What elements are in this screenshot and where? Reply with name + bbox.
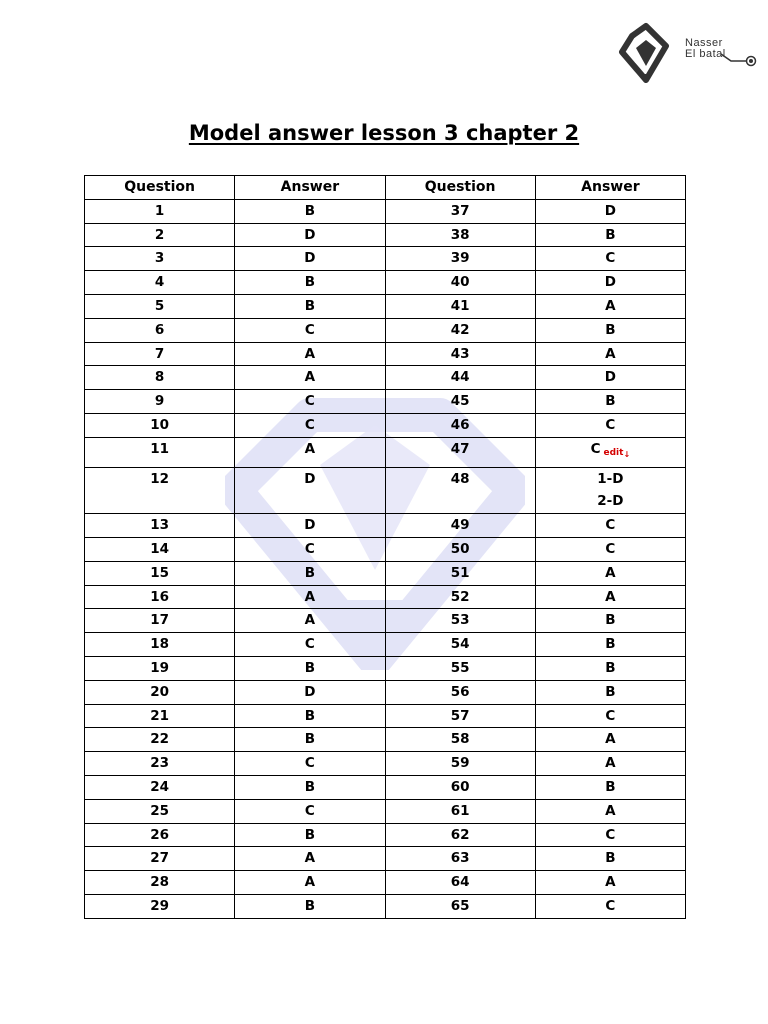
cell-text: 40 — [450, 274, 470, 291]
question-number-cell — [385, 342, 535, 366]
cell-text: D — [604, 202, 616, 219]
cell-text: C — [304, 755, 315, 772]
cell-text: 54 — [450, 636, 470, 653]
cell-text: 64 — [450, 874, 470, 891]
cell-text: 50 — [450, 540, 470, 557]
cell-text: 17 — [150, 612, 170, 629]
table-row — [85, 847, 686, 871]
cell-text: 22 — [150, 731, 170, 748]
table-row — [85, 585, 686, 609]
answer-cell — [235, 271, 385, 295]
cell-text: 58 — [450, 731, 470, 748]
cell-text: 6 — [154, 321, 165, 338]
question-number-cell — [85, 390, 235, 414]
question-number-cell — [85, 728, 235, 752]
answer-cell — [235, 342, 385, 366]
cell-text: 16 — [150, 588, 170, 605]
cell-text: B — [605, 393, 616, 410]
answer-cell — [535, 537, 685, 561]
answer-cell — [535, 514, 685, 538]
table-row — [85, 318, 686, 342]
answer-cell — [535, 752, 685, 776]
answer-cell — [535, 561, 685, 585]
table-row — [85, 561, 686, 585]
cell-text: B — [605, 778, 616, 795]
cell-text: 24 — [150, 778, 170, 795]
table-row — [85, 823, 686, 847]
answer-cell — [535, 413, 685, 437]
question-number-cell — [85, 294, 235, 318]
answer-cell — [235, 294, 385, 318]
cell-text: 46 — [450, 416, 470, 433]
cell-text: A — [605, 564, 616, 581]
cell-text: 38 — [450, 226, 470, 243]
table-row — [85, 775, 686, 799]
diamond-logo-icon — [618, 22, 688, 88]
table-row — [85, 728, 686, 752]
cell-text: 52 — [450, 588, 470, 605]
question-number-cell — [385, 366, 535, 390]
question-number-cell — [385, 561, 535, 585]
table-row — [85, 704, 686, 728]
cell-text: 62 — [450, 826, 470, 843]
table-row — [85, 609, 686, 633]
cell-text: A — [605, 731, 616, 748]
table-row — [85, 752, 686, 776]
cell-text: B — [605, 659, 616, 676]
cell-text: C — [304, 416, 315, 433]
answers-table-body — [85, 199, 686, 918]
cell-text: D — [304, 683, 316, 700]
answer-cell — [535, 199, 685, 223]
table-row — [85, 537, 686, 561]
cell-text: B — [304, 826, 316, 843]
cell-text: B — [304, 297, 316, 314]
cell-text: 37 — [450, 202, 470, 219]
cell-text: B — [304, 731, 316, 748]
cell-text: 1 — [154, 202, 165, 219]
answers-table — [84, 175, 686, 919]
question-number-cell — [85, 894, 235, 918]
cell-text: 42 — [450, 321, 470, 338]
cell-text: C — [304, 393, 315, 410]
cell-text: 14 — [150, 540, 170, 557]
cell-text: 57 — [450, 707, 470, 724]
question-number-cell — [385, 871, 535, 895]
cell-text: D — [304, 250, 316, 267]
table-row — [85, 871, 686, 895]
cell-text: 39 — [450, 250, 470, 267]
question-number-cell — [85, 537, 235, 561]
cell-text: 29 — [150, 897, 170, 914]
table-row — [85, 680, 686, 704]
question-number-cell — [385, 537, 535, 561]
table-row — [85, 894, 686, 918]
cell-text: C — [605, 416, 616, 433]
answer-cell — [235, 894, 385, 918]
question-number-cell — [385, 775, 535, 799]
question-number-cell — [385, 199, 535, 223]
question-number-cell — [85, 437, 235, 467]
cell-text: 19 — [150, 659, 170, 676]
question-number-cell — [385, 223, 535, 247]
cell-text: 20 — [150, 683, 170, 700]
cell-text: B — [304, 897, 316, 914]
cell-text: C — [304, 540, 315, 557]
answer-cell — [535, 318, 685, 342]
question-number-cell — [85, 871, 235, 895]
answer-cell — [535, 609, 685, 633]
cell-text: D — [304, 470, 316, 487]
question-number-cell — [385, 294, 535, 318]
cell-text: 18 — [150, 636, 170, 653]
cell-text: A — [605, 755, 616, 772]
question-number-cell — [85, 318, 235, 342]
answer-cell — [235, 799, 385, 823]
question-number-cell — [85, 561, 235, 585]
question-number-cell — [385, 318, 535, 342]
question-number-cell — [385, 704, 535, 728]
cell-text: 23 — [150, 755, 170, 772]
table-row — [85, 437, 686, 467]
question-number-cell — [85, 704, 235, 728]
question-number-cell — [385, 680, 535, 704]
cell-text: 9 — [154, 393, 165, 410]
page-title: Model answer lesson 3 chapter 2 — [188, 121, 580, 145]
edit-annotation: edit — [603, 447, 624, 458]
answer-cell — [235, 467, 385, 514]
question-number-cell — [85, 271, 235, 295]
answer-cell — [535, 437, 685, 467]
answer-cell — [235, 390, 385, 414]
cell-text: 7 — [154, 345, 165, 362]
question-number-cell — [385, 413, 535, 437]
cell-text: 25 — [150, 802, 170, 819]
cell-text: 3 — [154, 250, 165, 267]
question-number-cell — [385, 894, 535, 918]
answer-cell — [235, 871, 385, 895]
cell-text: 21 — [150, 707, 170, 724]
brand-name-line2: El batal — [685, 48, 726, 60]
cell-text: A — [605, 874, 616, 891]
answer-cell — [235, 318, 385, 342]
answer-cell — [235, 680, 385, 704]
cell-text: 56 — [450, 683, 470, 700]
question-number-cell — [385, 799, 535, 823]
question-number-cell — [385, 633, 535, 657]
answer-cell — [535, 366, 685, 390]
table-row — [85, 633, 686, 657]
question-number-cell — [385, 609, 535, 633]
cell-text: C — [304, 802, 315, 819]
answer-cell — [535, 680, 685, 704]
answer-cell — [235, 656, 385, 680]
answer-cell — [535, 271, 685, 295]
question-number-cell — [85, 633, 235, 657]
answer-cell — [235, 561, 385, 585]
cell-text: C — [605, 250, 616, 267]
answer-cell — [235, 823, 385, 847]
table-row — [85, 390, 686, 414]
cell-text: B — [605, 850, 616, 867]
cell-text: A — [304, 345, 316, 362]
answer-cell — [235, 247, 385, 271]
answer-cell — [235, 704, 385, 728]
answer-sub-line: 2-D — [597, 493, 624, 510]
answer-cell — [535, 247, 685, 271]
cell-text: D — [304, 226, 316, 243]
answer-cell — [535, 823, 685, 847]
answer-cell — [235, 775, 385, 799]
question-number-cell — [85, 585, 235, 609]
question-number-cell — [85, 847, 235, 871]
question-number-cell — [85, 514, 235, 538]
cell-text: C — [605, 707, 616, 724]
cell-text: 11 — [150, 440, 170, 457]
question-number-cell — [85, 823, 235, 847]
cell-text: C — [304, 321, 315, 338]
answer-cell — [235, 585, 385, 609]
cell-text: 49 — [450, 517, 470, 534]
answer-cell — [235, 413, 385, 437]
answer-cell — [235, 633, 385, 657]
question-number-cell — [385, 823, 535, 847]
cell-text: B — [605, 226, 616, 243]
cell-text: 28 — [150, 874, 170, 891]
edit-arrow-icon: ↓ — [623, 449, 631, 459]
question-number-cell — [85, 609, 235, 633]
cell-text: D — [304, 517, 316, 534]
question-number-cell — [85, 656, 235, 680]
answer-cell — [535, 656, 685, 680]
cell-text: B — [605, 612, 616, 629]
cell-text: 53 — [450, 612, 470, 629]
cell-text: 65 — [450, 897, 470, 914]
question-number-cell — [85, 199, 235, 223]
answer-cell — [535, 799, 685, 823]
table-row — [85, 271, 686, 295]
question-number-cell — [85, 799, 235, 823]
cell-text: A — [304, 612, 316, 629]
cell-text: 13 — [150, 517, 170, 534]
cell-text: C — [304, 636, 315, 653]
cell-text: 15 — [150, 564, 170, 581]
cell-text: A — [605, 588, 616, 605]
cell-text: 8 — [154, 369, 165, 386]
question-number-cell — [385, 847, 535, 871]
cell-text: C — [605, 897, 616, 914]
cell-text: B — [304, 659, 316, 676]
question-number-cell — [85, 680, 235, 704]
answer-cell — [535, 342, 685, 366]
question-number-cell — [385, 467, 535, 514]
cell-text: 59 — [450, 755, 470, 772]
answer-cell — [535, 775, 685, 799]
cell-text: C — [605, 540, 616, 557]
question-number-cell — [385, 585, 535, 609]
cell-text: B — [605, 636, 616, 653]
cell-text: 61 — [450, 802, 470, 819]
cell-text: 43 — [450, 345, 470, 362]
question-number-cell — [85, 223, 235, 247]
answer-cell — [235, 609, 385, 633]
question-number-cell — [85, 775, 235, 799]
cell-text: A — [304, 850, 316, 867]
answer-cell — [235, 847, 385, 871]
cell-text: 44 — [450, 369, 470, 386]
question-number-cell — [385, 247, 535, 271]
cell-text: B — [304, 778, 316, 795]
question-number-cell — [85, 366, 235, 390]
cell-text: 63 — [450, 850, 470, 867]
answer-cell — [235, 537, 385, 561]
cell-text: D — [604, 369, 616, 386]
question-number-cell — [85, 413, 235, 437]
question-number-cell — [385, 752, 535, 776]
cell-text: A — [605, 345, 616, 362]
answer-cell — [235, 366, 385, 390]
cell-text: A — [304, 874, 316, 891]
answer-cell — [235, 223, 385, 247]
table-row — [85, 799, 686, 823]
answer-cell — [535, 894, 685, 918]
question-number-cell — [385, 437, 535, 467]
table-row — [85, 342, 686, 366]
cell-text: D — [604, 274, 616, 291]
cell-text: 55 — [450, 659, 470, 676]
table-row — [85, 413, 686, 437]
question-number-cell — [385, 728, 535, 752]
answer-cell — [535, 390, 685, 414]
cell-text: C — [590, 440, 601, 457]
cell-text: B — [304, 202, 316, 219]
header-question-right: Question — [385, 176, 535, 200]
question-number-cell — [385, 390, 535, 414]
question-number-cell — [85, 247, 235, 271]
table-row — [85, 366, 686, 390]
header-answer-right: Answer — [535, 176, 685, 200]
table-row — [85, 467, 686, 514]
answer-cell — [235, 728, 385, 752]
answer-cell — [535, 294, 685, 318]
cell-text: 41 — [450, 297, 470, 314]
cell-text: A — [605, 297, 616, 314]
answer-cell — [235, 514, 385, 538]
cell-text: A — [605, 802, 616, 819]
table-row — [85, 656, 686, 680]
cell-text: A — [304, 369, 316, 386]
cell-text: 45 — [450, 393, 470, 410]
brand-logo — [618, 22, 758, 94]
table-row — [85, 199, 686, 223]
answer-cell — [235, 199, 385, 223]
answer-cell — [535, 728, 685, 752]
cell-text: 5 — [154, 297, 165, 314]
answer-cell — [535, 585, 685, 609]
question-number-cell — [85, 752, 235, 776]
cell-text: 27 — [150, 850, 170, 867]
cell-text: 10 — [150, 416, 170, 433]
question-number-cell — [385, 656, 535, 680]
answer-sub-line: 1-D — [597, 470, 624, 487]
question-number-cell — [85, 342, 235, 366]
cell-text: 60 — [450, 778, 470, 795]
answer-cell — [535, 871, 685, 895]
header-answer-left: Answer — [235, 176, 385, 200]
header-question-left: Question — [85, 176, 235, 200]
answer-cell — [535, 847, 685, 871]
table-row — [85, 223, 686, 247]
cell-text: 12 — [150, 470, 170, 487]
answer-cell — [535, 467, 685, 514]
cell-text: A — [304, 440, 316, 457]
table-header-row — [85, 176, 686, 200]
brand-name-line1: Nasser — [685, 37, 723, 49]
cell-text: 47 — [450, 440, 470, 457]
cell-text: 4 — [154, 274, 165, 291]
table-row — [85, 247, 686, 271]
cell-text: C — [605, 517, 616, 534]
cell-text: B — [304, 707, 316, 724]
question-number-cell — [385, 514, 535, 538]
answer-cell — [535, 704, 685, 728]
question-number-cell — [385, 271, 535, 295]
circuit-line-icon — [685, 50, 757, 72]
cell-text: B — [304, 274, 316, 291]
cell-text: B — [605, 683, 616, 700]
cell-text: A — [304, 588, 316, 605]
answer-cell — [535, 223, 685, 247]
answer-cell — [235, 752, 385, 776]
table-row — [85, 514, 686, 538]
cell-text: 26 — [150, 826, 170, 843]
cell-text: B — [304, 564, 316, 581]
answer-cell — [235, 437, 385, 467]
question-number-cell — [85, 467, 235, 514]
table-row — [85, 294, 686, 318]
cell-text: B — [605, 321, 616, 338]
cell-text: 51 — [450, 564, 470, 581]
cell-text: 48 — [450, 470, 470, 487]
answer-cell — [535, 633, 685, 657]
cell-text: C — [605, 826, 616, 843]
cell-text: 2 — [154, 226, 165, 243]
